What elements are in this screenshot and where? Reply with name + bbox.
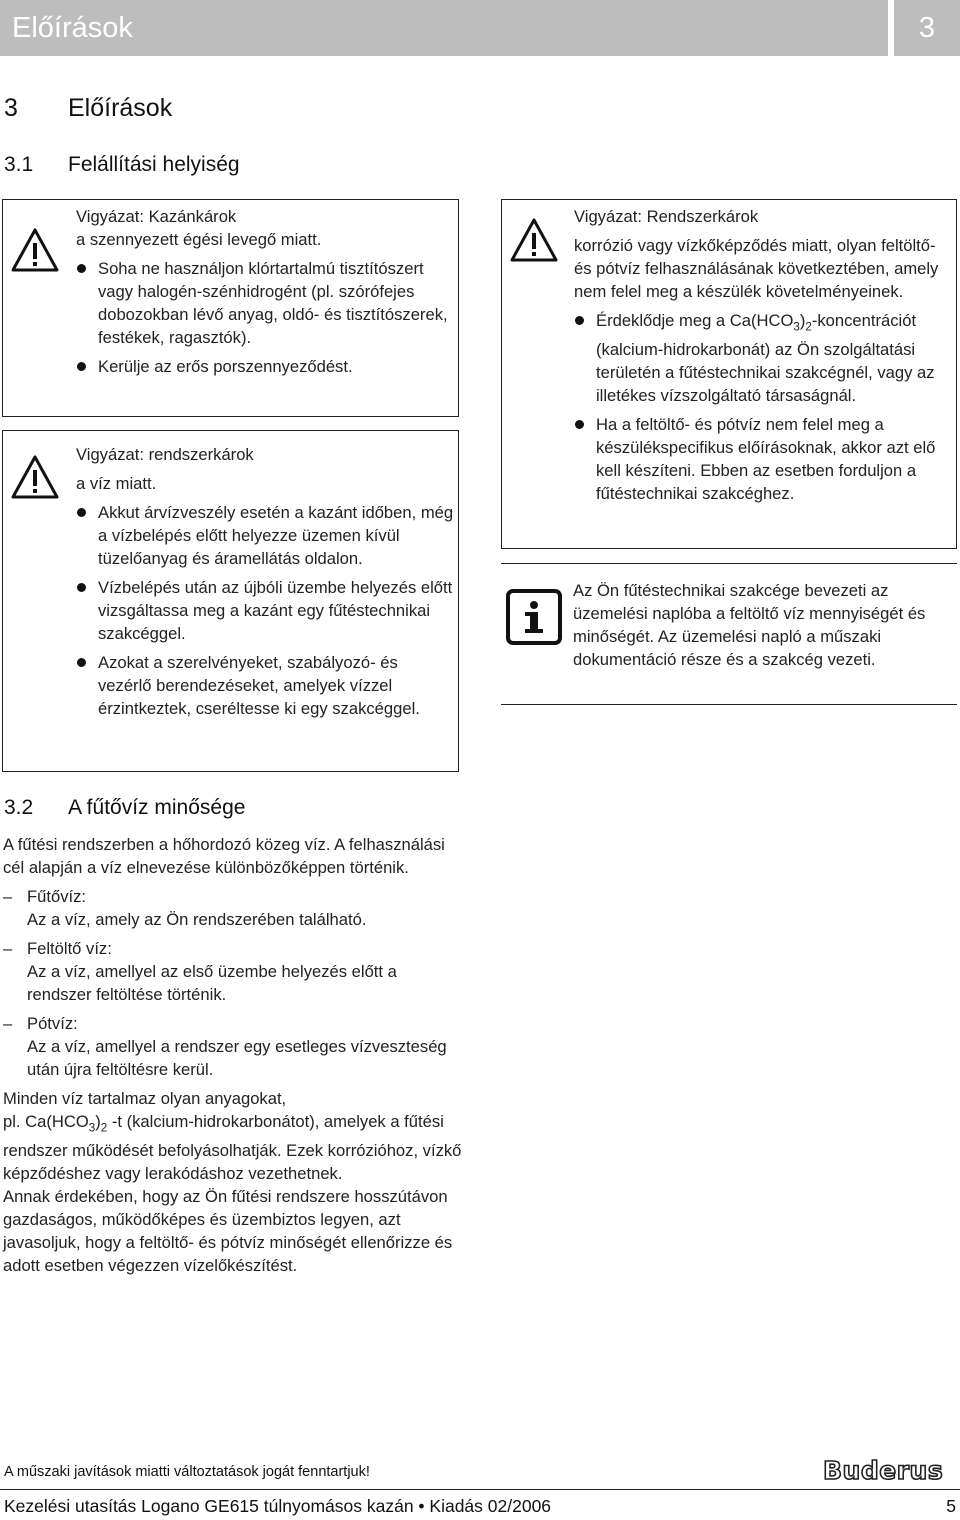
warning-item: Akkut árvízveszély esetén a kazánt időben, még a vízbelépés előtt helyezze üzemen kívül tüzelőanyag és áramellátás oldalon. [76, 501, 454, 570]
info-note-top-rule [501, 563, 957, 564]
term: – Pótvíz: [27, 1014, 78, 1033]
warning-subtitle: korrózió vagy vízkőképződés miatt, olyan feltöltő- és pótvíz felhasználásának következtében, amely nem felel meg a készülék követelményeinek. [574, 236, 939, 301]
warning-title: Rendszerkárok [646, 207, 759, 226]
term: – Fűtővíz: [27, 887, 87, 906]
warning-item: Kerülje az erős porszennyeződést. [76, 355, 454, 378]
section-body [3, 833, 463, 1277]
warning-item: Soha ne használjon klórtartalmú tisztítószert vagy halogén-szénhidrogént (pl. szórófejes dobozokban lévő anyag, oldó- és tisztítószerek, festékek, ragasztók). [76, 257, 454, 349]
section-number: 3 [4, 94, 18, 122]
term-definition: Az a víz, amely az Ön rendszerében található. [27, 910, 367, 929]
info-note-text: Az Ön fűtéstechnikai szakcége bevezeti az üzemelési naplóba a feltöltő víz mennyiségét és minőségét. Az üzemelési napló a műszaki dokumentáció része és a szakcég vezeti. [573, 581, 926, 669]
term-item [3, 937, 463, 1006]
page-number: 5 [946, 1496, 956, 1516]
warning-subtitle: a szennyezett égési levegő miatt. [76, 230, 322, 249]
warning-box-boiler [2, 199, 459, 417]
term-definition: Az a víz, amellyel a rendszer egy esetleges vízveszteség után újra feltöltésre kerül. [27, 1037, 447, 1079]
warning-label: Vigyázat: [574, 207, 642, 226]
term-definition: Az a víz, amellyel az első üzembe helyezés előtt a rendszer feltöltése történik. [27, 962, 397, 1004]
header-bar [0, 0, 888, 56]
warning-item: Azokat a szerelvényeket, szabályozó- és vezérlő berendezéseket, amelyek vízzel érzintkeztek, cseréltesse ki egy szakcéggel. [76, 651, 454, 720]
subsection-number: 3.2 [4, 796, 34, 819]
term: – Feltöltő víz: [27, 939, 112, 958]
warning-content [574, 205, 952, 505]
warning-item: Érdeklődje meg a $Ca(HCO_3)_2$-koncentrációt (kalcium-hidrokarbonát) az Ön szolgáltatási területén a fűtéstechnikai szakcégnél, vagy az illetékes vízszolgáltató társaságnál. [574, 309, 952, 407]
chapter-number: 3 [894, 0, 960, 56]
subsection-heading-water [4, 795, 245, 821]
term-item [3, 885, 463, 931]
warning-box-system [2, 430, 459, 772]
section-heading [4, 93, 172, 123]
subsection-title: A fűtővíz minősége [68, 796, 246, 819]
warning-triangle-icon [11, 228, 59, 272]
warning-title: Kazánkárok [148, 207, 237, 226]
header-title: Előírások [12, 12, 133, 44]
subsection-number: 3.1 [4, 153, 34, 176]
info-note-box [501, 563, 957, 705]
intro-paragraph: A fűtési rendszerben a hőhordozó közeg víz. A felhasználási cél alapján a víz elnevezése különbözőképpen történik. [3, 835, 445, 877]
section-title: Előírások [68, 94, 173, 122]
warning-subtitle: a víz miatt. [76, 474, 157, 493]
footer-note: A műszaki javítások miatti változtatások jogát fenntartjuk! [4, 1464, 370, 1480]
brand-logo: Buderus [823, 1456, 944, 1485]
warning-box-corrosion [501, 199, 957, 549]
warning-content [76, 443, 454, 720]
subsection-heading [4, 152, 240, 178]
warning-content [76, 205, 454, 378]
warning-label: Vigyázat: [76, 207, 144, 226]
footer-divider [0, 1489, 960, 1490]
warning-item: Ha a feltöltő- és pótvíz nem felel meg a készülékspecifikus előírásoknak, akkor azt elő kell készíteni. Ebben az esetben forduljon a fűtéstechnikai szakcéghez. [574, 413, 952, 505]
paragraph-recommendation: Annak érdekében, hogy az Ön fűtési rendszere hosszútávon gazdaságos, működőképes és üzembiztos legyen, azt javasoljuk, hogy a feltöltő- és pótvíz minőségét ellenőrizze és adott esetben végezzen vízelőkészítést. [3, 1187, 453, 1276]
warning-item: Vízbelépés után az újbóli üzembe helyezés előtt vizsgáltassa meg a kazánt egy fűtéstechnikai szakcéggel. [76, 576, 454, 645]
info-icon [505, 588, 563, 646]
term-list [3, 885, 463, 1081]
warning-triangle-icon [11, 455, 59, 499]
term-item [3, 1012, 463, 1081]
warning-label: Vigyázat: [76, 445, 144, 464]
footer-document-title: Kezelési utasítás Logano GE615 túlnyomásos kazán • Kiadás 02/2006 [4, 1496, 552, 1516]
subsection-title: Felállítási helyiség [68, 153, 240, 176]
warning-triangle-icon [510, 218, 558, 262]
paragraph-substances: Minden víz tartalmaz olyan anyagokat, pl. $Ca(HCO_3)_2$ -t (kalcium-hidrokarbonátot), amelyek a fűtési rendszer működését befolyásolhatják. Ezek korrózióhoz, vízkő képződéshez vagy lerakódáshoz vezethetnek. [3, 1089, 462, 1184]
info-note-bottom-rule [501, 704, 957, 705]
warning-title: rendszerkárok [148, 445, 254, 464]
